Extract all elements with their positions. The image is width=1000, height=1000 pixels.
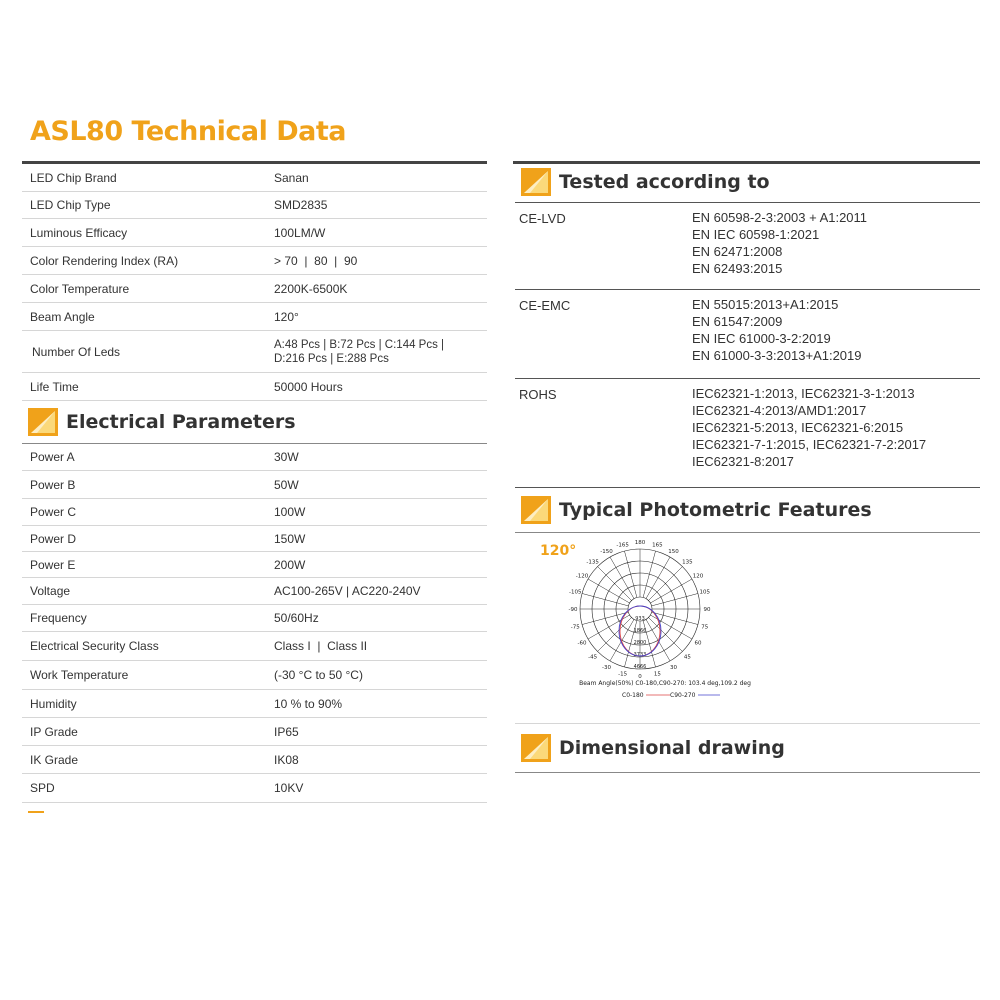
beam-angle-label: 120° xyxy=(540,543,577,559)
left-top-rule xyxy=(22,161,487,164)
legend-c90-270: C90-270 xyxy=(670,692,696,699)
param-value: (-30 °C to 50 °C) xyxy=(274,668,363,682)
spec-value: 100LM/W xyxy=(274,225,326,240)
spec-row xyxy=(22,219,487,247)
polar-angle-label: 75 xyxy=(701,624,709,631)
polar-angle-label: -135 xyxy=(586,559,599,566)
section-title: Tested according to xyxy=(559,171,770,193)
polar-angle-label: -165 xyxy=(616,542,629,549)
param-value: 50W xyxy=(274,477,299,492)
polar-spoke xyxy=(610,557,634,599)
electrical-row xyxy=(22,526,487,552)
photometric-panel xyxy=(515,533,980,724)
section-corner-icon xyxy=(28,408,58,436)
param-label: SPD xyxy=(30,781,55,795)
polar-spoke xyxy=(588,615,630,639)
param-value: 10 % to 90% xyxy=(274,696,343,711)
polar-angle-label: 0 xyxy=(638,674,642,680)
spec-label: Beam Angle xyxy=(30,309,95,324)
param-value: 100W xyxy=(274,505,306,519)
electrical-row xyxy=(22,746,487,774)
polar-angle-label: -15 xyxy=(618,671,628,678)
param-label: Humidity xyxy=(30,696,77,711)
polar-angle-label: -105 xyxy=(569,589,582,596)
polar-spoke xyxy=(650,579,692,603)
polar-angle-label: -90 xyxy=(568,607,578,613)
spec-row xyxy=(22,331,487,373)
polar-angle-label: 120 xyxy=(692,573,704,580)
param-label: Electrical Security Class xyxy=(30,639,159,653)
polar-spoke xyxy=(650,615,692,639)
param-label: Power B xyxy=(30,477,76,492)
param-value: 150W xyxy=(274,531,306,546)
polar-spoke xyxy=(598,567,632,601)
param-value: 200W xyxy=(274,557,306,572)
polar-spoke xyxy=(648,567,682,601)
param-label: Work Temperature xyxy=(30,668,129,682)
polar-diagram xyxy=(515,533,980,723)
section-corner-icon xyxy=(521,496,551,524)
polar-spoke xyxy=(598,617,632,651)
standard-label: CE-EMC xyxy=(519,298,571,313)
spec-label: LED Chip Brand xyxy=(30,171,117,185)
spec-value: > 70 | 80 | 90 xyxy=(274,253,358,268)
param-value: IK08 xyxy=(274,752,299,767)
param-value: AC100-265V | AC220-240V xyxy=(274,584,421,598)
electrical-row xyxy=(22,605,487,632)
param-value: 30W xyxy=(274,450,299,464)
spec-row xyxy=(22,165,487,192)
electrical-row xyxy=(22,632,487,661)
standard-row xyxy=(515,379,980,488)
polar-spoke xyxy=(652,593,698,605)
polar-spoke xyxy=(582,593,628,605)
param-label: IP Grade xyxy=(30,724,78,739)
electrical-row xyxy=(22,661,487,690)
polar-spoke xyxy=(624,551,636,597)
polar-angle-label: 150 xyxy=(668,548,679,555)
param-value: 50/60Hz xyxy=(274,611,319,625)
standard-row xyxy=(515,203,980,290)
electrical-row xyxy=(22,471,487,499)
section-corner-icon xyxy=(521,734,551,762)
polar-angle-label: 105 xyxy=(699,589,710,596)
polar-ring-label: 933 xyxy=(635,616,645,622)
param-label: Voltage xyxy=(30,584,71,598)
spec-row xyxy=(22,192,487,219)
polar-angle-label: 15 xyxy=(653,671,661,678)
polar-ring-label: 1866 xyxy=(633,628,647,634)
param-value: Class I | Class II xyxy=(274,639,368,653)
polar-spoke xyxy=(610,619,634,661)
section-title: Typical Photometric Features xyxy=(559,499,872,521)
polar-spoke xyxy=(643,551,655,597)
section-corner-icon xyxy=(521,168,551,196)
spec-label: LED Chip Type xyxy=(30,198,111,212)
param-value: IP65 xyxy=(274,724,299,739)
polar-angle-label: 135 xyxy=(682,559,693,566)
standard-value: IEC62321-1:2013, IEC62321-3-1:2013 IEC62321-4:2013/AMD1:2017 IEC62321-5:2013, IEC62321-6:2015 IEC62321-7-1:2015, IEC62321-7-2:2017 IEC62321-8:2017 xyxy=(692,386,927,469)
legend-c0-180: C0-180 xyxy=(622,692,644,699)
electrical-row xyxy=(22,774,487,803)
standard-value: EN 55015:2013+A1:2015 EN 61547:2009 EN IEC 61000-3-2:2019 EN 61000-3-3:2013+A1:2019 xyxy=(692,297,862,363)
polar-angle-label: -45 xyxy=(588,654,598,661)
polar-spoke xyxy=(646,557,670,599)
spec-value: 120° xyxy=(274,309,299,324)
electrical-table xyxy=(22,444,487,803)
polar-angle-label: 60 xyxy=(694,640,702,647)
spec-row xyxy=(22,303,487,331)
spec-label: Number Of Leds xyxy=(32,344,121,359)
spec-value: SMD2835 xyxy=(274,198,328,212)
spec-label: Life Time xyxy=(30,379,79,394)
param-label: Power A xyxy=(30,450,75,464)
spec-value: Sanan xyxy=(274,171,309,185)
polar-spoke xyxy=(588,579,630,603)
polar-angle-label: 30 xyxy=(670,665,677,672)
spec-value: A:48 Pcs | B:72 Pcs | C:144 Pcs | D:216 Pcs | E:288 Pcs xyxy=(274,338,445,365)
photometric-heading xyxy=(515,488,980,533)
polar-ring-label: 2800 xyxy=(633,640,647,646)
spec-value: 2200K-6500K xyxy=(274,281,348,296)
polar-ring-label: 4666 xyxy=(633,664,647,670)
param-label: Power D xyxy=(30,531,77,546)
param-value: 10KV xyxy=(274,781,304,795)
spec-label: Color Temperature xyxy=(30,281,130,296)
polar-angle-label: 165 xyxy=(652,542,663,549)
polar-angle-label: -60 xyxy=(577,640,587,647)
polar-ring-label: 3733 xyxy=(633,652,647,658)
polar-angle-label: -120 xyxy=(575,573,589,580)
left-column xyxy=(22,165,487,813)
polar-spoke xyxy=(646,619,670,661)
tested-heading xyxy=(515,162,980,203)
standard-label: CE-LVD xyxy=(519,211,566,226)
polar-angle-label: -150 xyxy=(600,548,613,555)
page-title: ASL80 Technical Data xyxy=(30,116,347,147)
standard-row xyxy=(515,290,980,379)
polar-angle-label: -75 xyxy=(570,624,580,631)
electrical-row xyxy=(22,499,487,526)
specs-table xyxy=(22,165,487,401)
standard-value: EN 60598-2-3:2003 + A1:2011 EN IEC 60598-1:2021 EN 62471:2008 EN 62493:2015 xyxy=(692,210,868,276)
polar-angle-label: 45 xyxy=(683,654,691,661)
param-label: Frequency xyxy=(30,611,87,625)
spec-row xyxy=(22,373,487,401)
spec-label: Luminous Efficacy xyxy=(30,225,128,240)
beam-angle-text: Beam Angle(50%) C0-180,C90-270: 103.4 deg,109.2 deg xyxy=(579,680,751,687)
polar-angle-label: 90 xyxy=(703,607,711,613)
electrical-row xyxy=(22,444,487,471)
param-label: Power E xyxy=(30,557,76,572)
right-column xyxy=(515,162,980,773)
electrical-row xyxy=(22,552,487,578)
standard-label: ROHS xyxy=(519,387,557,402)
polar-angle-label: 180 xyxy=(634,540,646,546)
accent-tick xyxy=(28,811,44,813)
spec-row xyxy=(22,247,487,275)
section-title: Dimensional drawing xyxy=(559,737,785,759)
dimensional-heading xyxy=(515,724,980,773)
polar-angle-label: -30 xyxy=(602,665,611,672)
electrical-row xyxy=(22,718,487,746)
polar-spoke xyxy=(648,617,682,651)
electrical-row xyxy=(22,578,487,605)
spec-label: Color Rendering Index (RA) xyxy=(30,253,179,268)
section-title: Electrical Parameters xyxy=(66,411,296,433)
param-label: Power C xyxy=(30,505,77,519)
electrical-row xyxy=(22,690,487,718)
electrical-heading xyxy=(22,401,487,444)
param-label: IK Grade xyxy=(30,752,79,767)
spec-row xyxy=(22,275,487,303)
spec-value: 50000 Hours xyxy=(274,379,343,394)
